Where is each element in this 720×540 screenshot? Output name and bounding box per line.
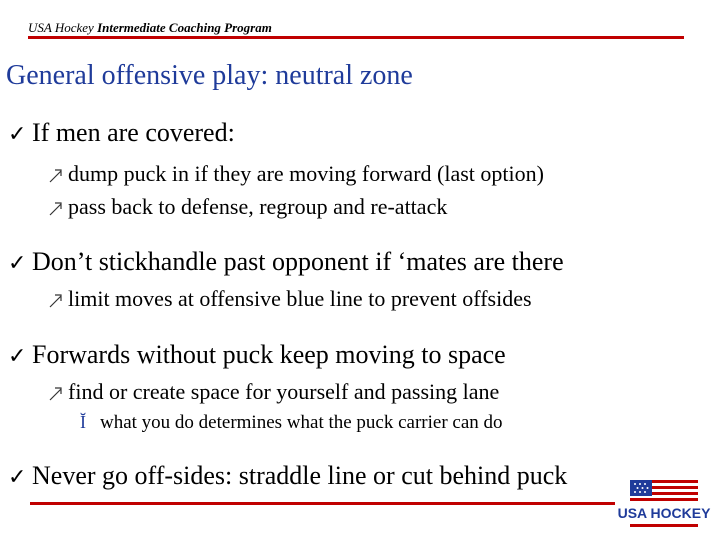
footer-divider bbox=[30, 502, 615, 505]
bullet-text: Never go off-sides: straddle line or cut behind puck bbox=[32, 461, 568, 490]
svg-text:USA HOCKEY: USA HOCKEY bbox=[617, 505, 711, 521]
arrow-icon bbox=[48, 381, 68, 407]
header-program: Intermediate Coaching Program bbox=[97, 20, 272, 35]
bullet-text: Don’t stickhandle past opponent if ‘mates are there bbox=[32, 247, 564, 276]
bullet-4 bbox=[8, 461, 567, 491]
bullet-glyph-icon: Ĭ bbox=[80, 412, 86, 432]
bullet-3 bbox=[8, 340, 506, 370]
sub-bullet-3-1 bbox=[48, 379, 499, 407]
checkmark-icon: ✓ bbox=[8, 121, 27, 146]
sub-bullet-text: limit moves at offensive blue line to prevent offsides bbox=[68, 286, 532, 311]
header-prefix: USA Hockey bbox=[28, 20, 94, 35]
sub-bullet-2-1 bbox=[48, 286, 532, 314]
sub-bullet-text: dump puck in if they are moving forward (last option) bbox=[68, 161, 544, 186]
slide-title: General offensive play: neutral zone bbox=[6, 60, 413, 91]
checkmark-icon: ✓ bbox=[8, 464, 27, 489]
sub-sub-bullet-text: what you do determines what the puck carrier can do bbox=[100, 412, 503, 433]
sub-bullet-1-2 bbox=[48, 194, 447, 222]
checkmark-icon: ✓ bbox=[8, 343, 27, 368]
sub-sub-bullet-3-1 bbox=[80, 412, 503, 434]
header bbox=[28, 20, 272, 36]
arrow-icon bbox=[48, 288, 68, 314]
sub-bullet-text: find or create space for yourself and passing lane bbox=[68, 379, 500, 404]
usa-hockey-logo bbox=[617, 478, 711, 534]
arrow-icon bbox=[48, 163, 68, 189]
sub-bullet-1-1 bbox=[48, 161, 544, 189]
sub-bullet-text: pass back to defense, regroup and re-attack bbox=[68, 194, 448, 219]
checkmark-icon: ✓ bbox=[8, 250, 27, 275]
bullet-2 bbox=[8, 247, 564, 277]
bullet-1 bbox=[8, 118, 235, 148]
bullet-text: Forwards without puck keep moving to space bbox=[32, 340, 506, 369]
header-divider bbox=[28, 36, 684, 39]
arrow-icon bbox=[48, 196, 68, 222]
bullet-text: If men are covered: bbox=[32, 118, 235, 147]
